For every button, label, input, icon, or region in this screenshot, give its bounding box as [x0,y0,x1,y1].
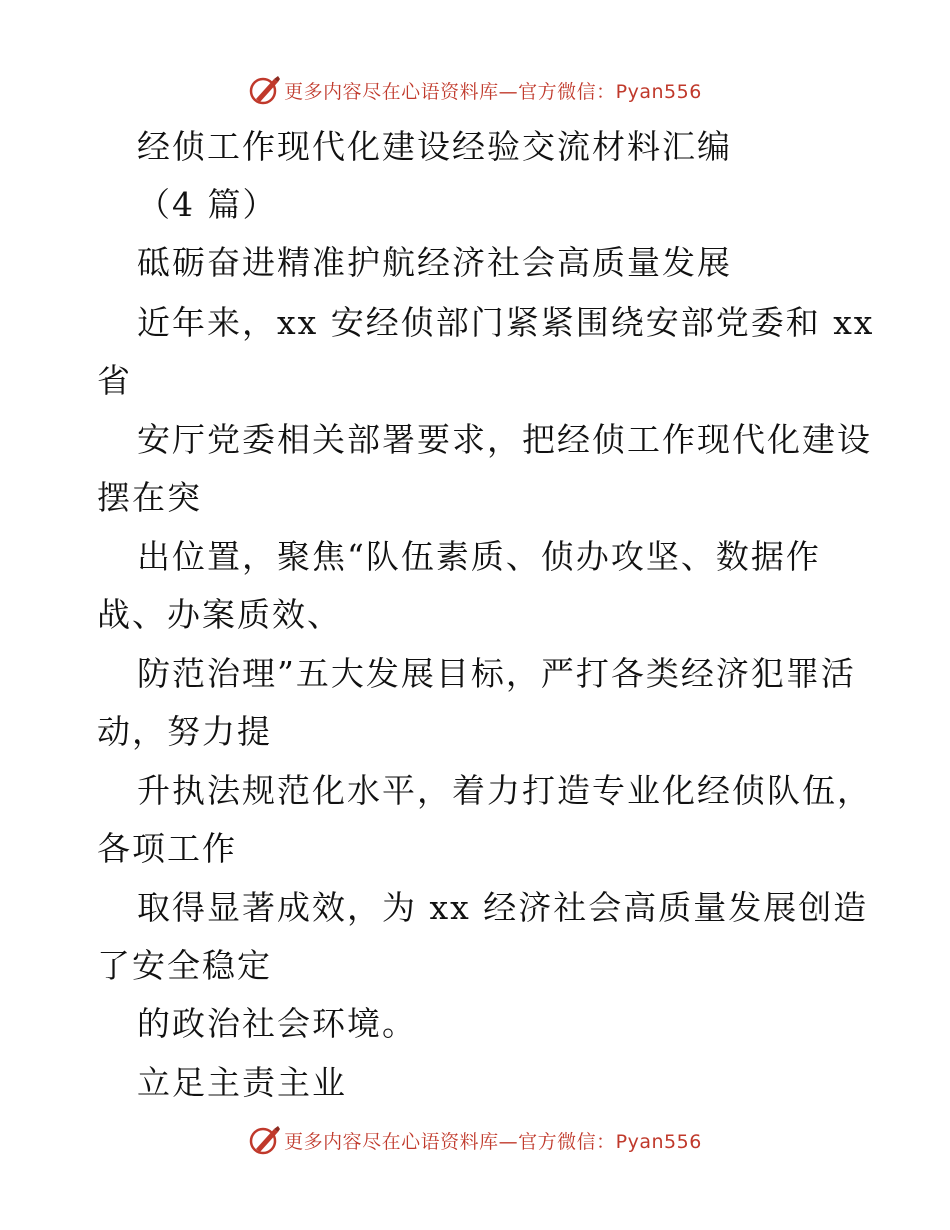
pen-logo-icon [248,1123,282,1157]
paragraph-line: 动，努力提 [97,712,272,751]
paragraph-line: 的政治社会环境。 [137,1004,417,1043]
watermark-text: 更多内容尽在心语资料库—官方微信：Pyan556 [284,80,702,103]
paragraph-line: 安厅党委相关部署要求，把经侦工作现代化建设 [137,420,872,459]
document-subtitle: （4 篇） [137,185,278,224]
pen-logo-icon [248,73,282,107]
paragraph-line: 摆在突 [97,478,202,517]
paragraph-line: 出位置，聚焦“队伍素质、侦办攻坚、数据作 [137,537,821,576]
paragraph-line: 各项工作 [97,829,237,868]
watermark-text: 更多内容尽在心语资料库—官方微信：Pyan556 [284,1130,702,1153]
paragraph-line: 了安全稳定 [97,946,272,985]
section-heading: 砥砺奋进精准护航经济社会高质量发展 [137,243,732,282]
paragraph-line: 取得显著成效，为 xx 经济社会高质量发展创造 [137,888,869,927]
paragraph-line: 升执法规范化水平，着力打造专业化经侦队伍， [137,771,872,810]
paragraph-line: 近年来，xx 安经侦部门紧紧围绕安部党委和 xx [137,303,875,342]
watermark-footer [0,1120,950,1160]
document-title: 经侦工作现代化建设经验交流材料汇编 [137,127,732,166]
paragraph-line: 省 [97,361,132,400]
paragraph-line: 战、办案质效、 [97,595,342,634]
section-heading: 立足主责主业 [137,1063,347,1102]
watermark-header [0,70,950,110]
paragraph-line: 防范治理”五大发展目标，严打各类经济犯罪活 [137,654,856,693]
